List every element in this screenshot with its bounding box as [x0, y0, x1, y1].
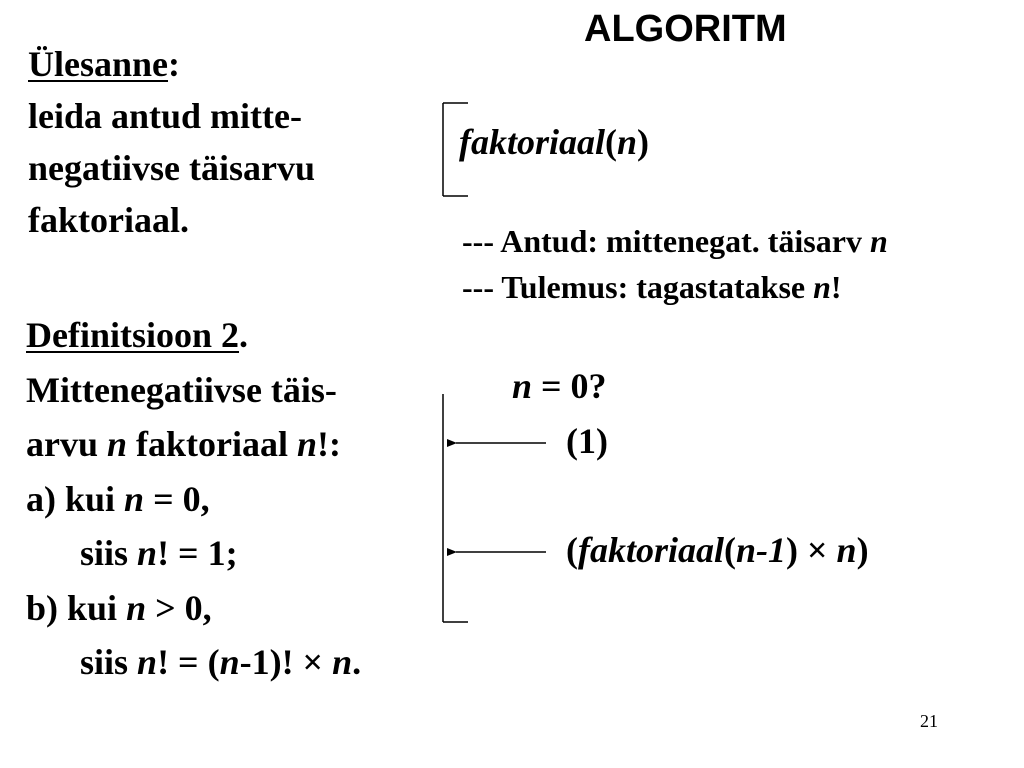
paren: (: [605, 122, 618, 162]
text: siis: [80, 642, 138, 682]
algorithm-condition: [512, 362, 607, 410]
text: b) kui: [26, 587, 127, 628]
paren: (: [566, 530, 578, 570]
text: ! = (: [157, 642, 220, 682]
var-n: n: [137, 533, 158, 573]
task-line-3: faktoriaal.: [28, 200, 189, 240]
page-number: 21: [920, 711, 938, 731]
algorithm-function-header: [459, 118, 649, 166]
var-n-minus-1: n-1: [736, 530, 787, 570]
var-n: n: [332, 642, 353, 682]
text: arvu: [26, 424, 107, 464]
var-n: n: [219, 642, 240, 682]
text: !: [830, 269, 842, 305]
var-n: n: [124, 478, 145, 519]
definition-heading: Definitsioon 2: [26, 315, 240, 355]
fn-name: faktoriaal: [578, 530, 725, 570]
paren: ): [856, 530, 869, 570]
bracket-icon: [443, 103, 468, 622]
var-n: n: [512, 366, 533, 406]
paren: (: [724, 530, 737, 570]
algorithm-result-line: [462, 264, 842, 310]
fn-name: faktoriaal: [459, 122, 606, 162]
task-line-2: negatiivse täisarvu: [28, 148, 315, 188]
paren: ): [786, 530, 799, 570]
text: -1)! ×: [239, 642, 333, 682]
algorithm-branch-recursive: [566, 526, 869, 574]
text: !:: [317, 424, 342, 464]
definition-dot: .: [239, 315, 249, 355]
text: faktoriaal: [127, 424, 298, 464]
algorithm-given-line: [462, 218, 888, 264]
text: ! = 1;: [157, 533, 238, 573]
definition-line-1: Mittenegatiivse täis-: [26, 369, 337, 410]
task-heading: Ülesanne: [28, 44, 169, 84]
var-n: n: [836, 530, 857, 570]
text: siis: [80, 533, 138, 573]
task-colon: :: [168, 44, 181, 84]
text: = 0,: [144, 478, 210, 519]
var-n: n: [137, 642, 158, 682]
text: --- Tulemus: tagastatakse: [462, 269, 814, 305]
var-n: n: [126, 587, 147, 628]
var-n: n: [813, 269, 831, 305]
paren: ): [637, 122, 650, 162]
text: ×: [798, 530, 837, 570]
text: = 0?: [532, 366, 607, 406]
var-n: n: [297, 424, 318, 464]
algorithm-branch-one: (1): [566, 421, 608, 461]
text: a) kui: [26, 478, 125, 519]
var-n: n: [869, 223, 888, 259]
var-n: n: [617, 122, 638, 162]
slide-title: ALGORITM: [584, 8, 787, 50]
text: > 0,: [146, 587, 212, 628]
task-line-1: leida antud mitte-: [28, 96, 302, 136]
var-n: n: [107, 424, 128, 464]
text: --- Antud: mittenegat. täisarv: [462, 223, 870, 259]
text: .: [352, 642, 362, 682]
